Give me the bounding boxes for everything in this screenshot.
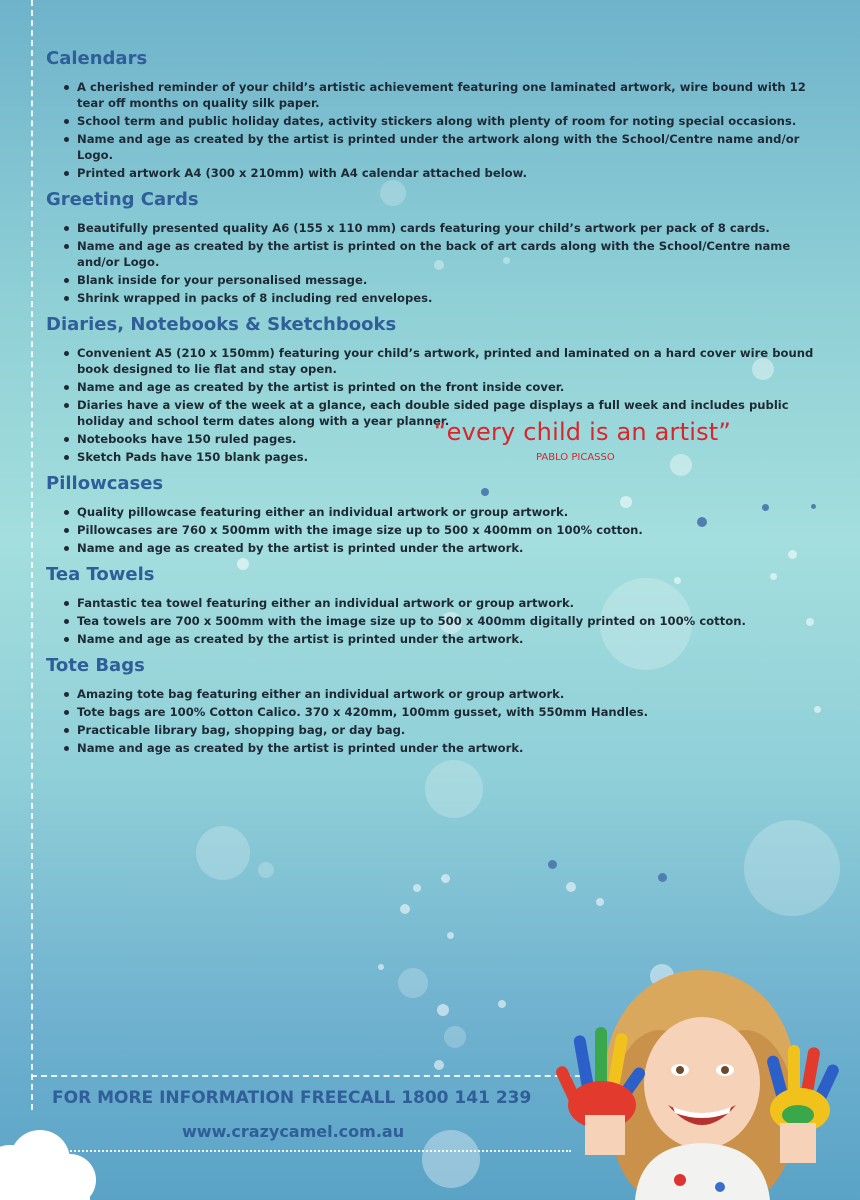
quote-text: “every child is an artist” [434, 418, 732, 446]
list-item: Quality pillowcase featuring either an individual artwork or group artwork. [46, 504, 826, 520]
bubble [441, 874, 450, 883]
list-item: Name and age as created by the artist is printed under the artwork along with the School/Centre name and/or Logo. [46, 131, 826, 163]
bubble [447, 932, 454, 939]
section-title: Diaries, Notebooks & Sketchbooks [46, 314, 397, 335]
list-item: Name and age as created by the artist is printed on the front inside cover. [46, 379, 826, 395]
bubble [498, 1000, 506, 1008]
dotted-guide-horizontal [31, 1150, 571, 1152]
list-item: School term and public holiday dates, activity stickers along with plenty of room for noting special occasions. [46, 113, 826, 129]
section-calendars [46, 48, 826, 181]
bullet-list [46, 504, 826, 556]
dot [658, 873, 667, 882]
list-item: Name and age as created by the artist is printed under the artwork. [46, 740, 826, 756]
bubble [434, 1060, 444, 1070]
bullet-list [46, 595, 826, 647]
bubble [413, 884, 421, 892]
list-item: Blank inside for your personalised message. [46, 272, 826, 288]
bullet-list [46, 220, 826, 306]
bubble [378, 964, 384, 970]
list-item: Printed artwork A4 (300 x 210mm) with A4 calendar attached below. [46, 165, 826, 181]
section-greeting-cards [46, 189, 826, 306]
section-tote-bags [46, 655, 826, 756]
dashed-guide-horizontal [31, 1075, 591, 1077]
bubble [444, 1026, 466, 1048]
list-item: Name and age as created by the artist is printed on the back of art cards along with the School/Centre name and/or Logo. [46, 238, 826, 270]
bubble [437, 1004, 449, 1016]
list-item: Pillowcases are 760 x 500mm with the image size up to 500 x 400mm on 100% cotton. [46, 522, 826, 538]
cloud-illustration [0, 1120, 100, 1200]
list-item: Fantastic tea towel featuring either an individual artwork or group artwork. [46, 595, 826, 611]
bubble [258, 862, 274, 878]
list-item: Diaries have a view of the week at a glance, each double sided page displays a full week and includes public holiday and school term dates along with a year planner. [46, 397, 826, 429]
list-item: A cherished reminder of your child’s artistic achievement featuring one laminated artwork, wire bound with 12 tear off months on quality silk paper. [46, 79, 826, 111]
bullet-list [46, 79, 826, 181]
section-tea-towels [46, 564, 826, 647]
list-item: Practicable library bag, shopping bag, or day bag. [46, 722, 826, 738]
bullet-list [46, 686, 826, 756]
list-item: Beautifully presented quality A6 (155 x 110 mm) cards featuring your child’s artwork per pack of 8 cards. [46, 220, 826, 236]
bubble [398, 968, 428, 998]
bubble [566, 882, 576, 892]
list-item: Amazing tote bag featuring either an individual artwork or group artwork. [46, 686, 826, 702]
section-pillowcases [46, 473, 826, 556]
section-title: Tea Towels [46, 564, 155, 585]
list-item: Sketch Pads have 150 blank pages. [46, 449, 826, 465]
bubble [196, 826, 250, 880]
website-link[interactable]: www.crazycamel.com.au [182, 1122, 405, 1141]
list-item: Notebooks have 150 ruled pages. [46, 431, 826, 447]
list-item: Convenient A5 (210 x 150mm) featuring your child’s artwork, printed and laminated on a hard cover wire bound book designed to lie flat and stay open. [46, 345, 826, 377]
list-item: Tote bags are 100% Cotton Calico. 370 x 420mm, 100mm gusset, with 550mm Handles. [46, 704, 826, 720]
section-title: Pillowcases [46, 473, 164, 494]
child-painted-hands-photo [540, 965, 860, 1200]
bubble [744, 820, 840, 916]
dot [548, 860, 557, 869]
section-title: Tote Bags [46, 655, 145, 676]
freecall-line: FOR MORE INFORMATION FREECALL 1800 141 239 [52, 1088, 532, 1108]
product-list [46, 48, 826, 764]
dashed-guide-vertical [31, 0, 33, 1110]
section-title: Calendars [46, 48, 148, 69]
section-title: Greeting Cards [46, 189, 199, 210]
bubble [400, 904, 410, 914]
quote-author: PABLO PICASSO [536, 452, 615, 463]
bullet-list [46, 345, 826, 465]
list-item: Shrink wrapped in packs of 8 including red envelopes. [46, 290, 826, 306]
bubble [422, 1130, 480, 1188]
list-item: Name and age as created by the artist is printed under the artwork. [46, 540, 826, 556]
bubble [596, 898, 604, 906]
list-item: Name and age as created by the artist is printed under the artwork. [46, 631, 826, 647]
list-item: Tea towels are 700 x 500mm with the image size up to 500 x 400mm digitally printed on 100% cotton. [46, 613, 826, 629]
bubble [425, 760, 483, 818]
